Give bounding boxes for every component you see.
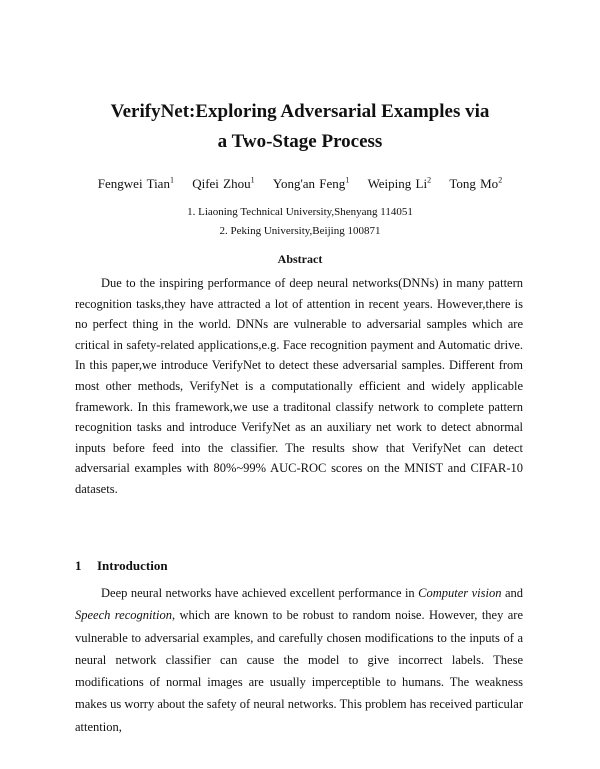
abstract-heading: Abstract	[277, 252, 323, 266]
affiliation-1: 1. Liaoning Technical University,Shenyang 114051	[187, 206, 413, 218]
author-name: Yong'an Feng	[272, 176, 346, 191]
author	[273, 176, 349, 191]
section-number: 1	[75, 558, 82, 573]
author-list	[60, 176, 540, 192]
author-affil-mark: 2	[498, 175, 503, 185]
author-name: Qifei Zhou	[192, 176, 251, 191]
intro-term-speech-recognition: Speech recognition	[75, 608, 172, 623]
intro-term-computer-vision: Computer vision	[418, 586, 502, 600]
intro-text-3: , which are known to be robust to random noise. However, they are vulnerable to adversarial examples, and carefully chosen modifications to the inputs of a neural network classifier can cause the model to give incorrect labels. These modifications of normal images are usually imperceptible to humans. The weakness makes us worry about the safety of neural networks. This problem has received particular attention,	[75, 608, 523, 734]
author	[449, 176, 502, 191]
paper-title	[60, 97, 540, 157]
author	[98, 176, 174, 191]
intro-text-2: and	[501, 586, 523, 600]
introduction-body	[75, 582, 523, 738]
affiliation-2: 2. Peking University,Beijing 100871	[219, 225, 381, 237]
author	[192, 176, 254, 191]
author-affil-mark: 1	[250, 175, 255, 185]
author-affil-mark: 1	[169, 175, 174, 185]
author-name: Fengwei Tian	[97, 176, 170, 191]
author-name: Tong Mo	[449, 176, 499, 191]
title-line-2: a Two-Stage Process	[217, 131, 383, 152]
author-affil-mark: 2	[427, 175, 432, 185]
author-name: Weiping Li	[367, 176, 428, 191]
author-affil-mark: 1	[345, 175, 350, 185]
title-line-1: VerifyNet:Exploring Adversarial Examples via	[110, 101, 490, 122]
abstract-body: Due to the inspiring performance of deep neural networks(DNNs) in many pattern recognition tasks,they have attracted a lot of attention in recent years. However,there is no perfect thing in the world. DNNs are vulnerable to adversarial samples which are critical in safety-related applications,e.g. Face recognition payment and Automatic drive. In this paper,we introduce VerifyNet to detect these adversarial samples. Different from most other methods, VerifyNet is a computationally efficient and widely applicable framework. In this framework,we use a traditonal classify network to complete pattern recognition tasks and introduce VerifyNet as an auxiliary net work to detect abnormal inputs before feed into the classifier. The results show that VerifyNet can detect adversarial examples with 80%~99% AUC-ROC scores on the MNIST and CIFAR-10 datasets.	[75, 276, 523, 496]
section-heading-introduction	[75, 558, 168, 574]
intro-text-1: Deep neural networks have achieved excellent performance in	[101, 586, 419, 600]
author	[368, 176, 432, 191]
section-title: Introduction	[97, 558, 168, 573]
